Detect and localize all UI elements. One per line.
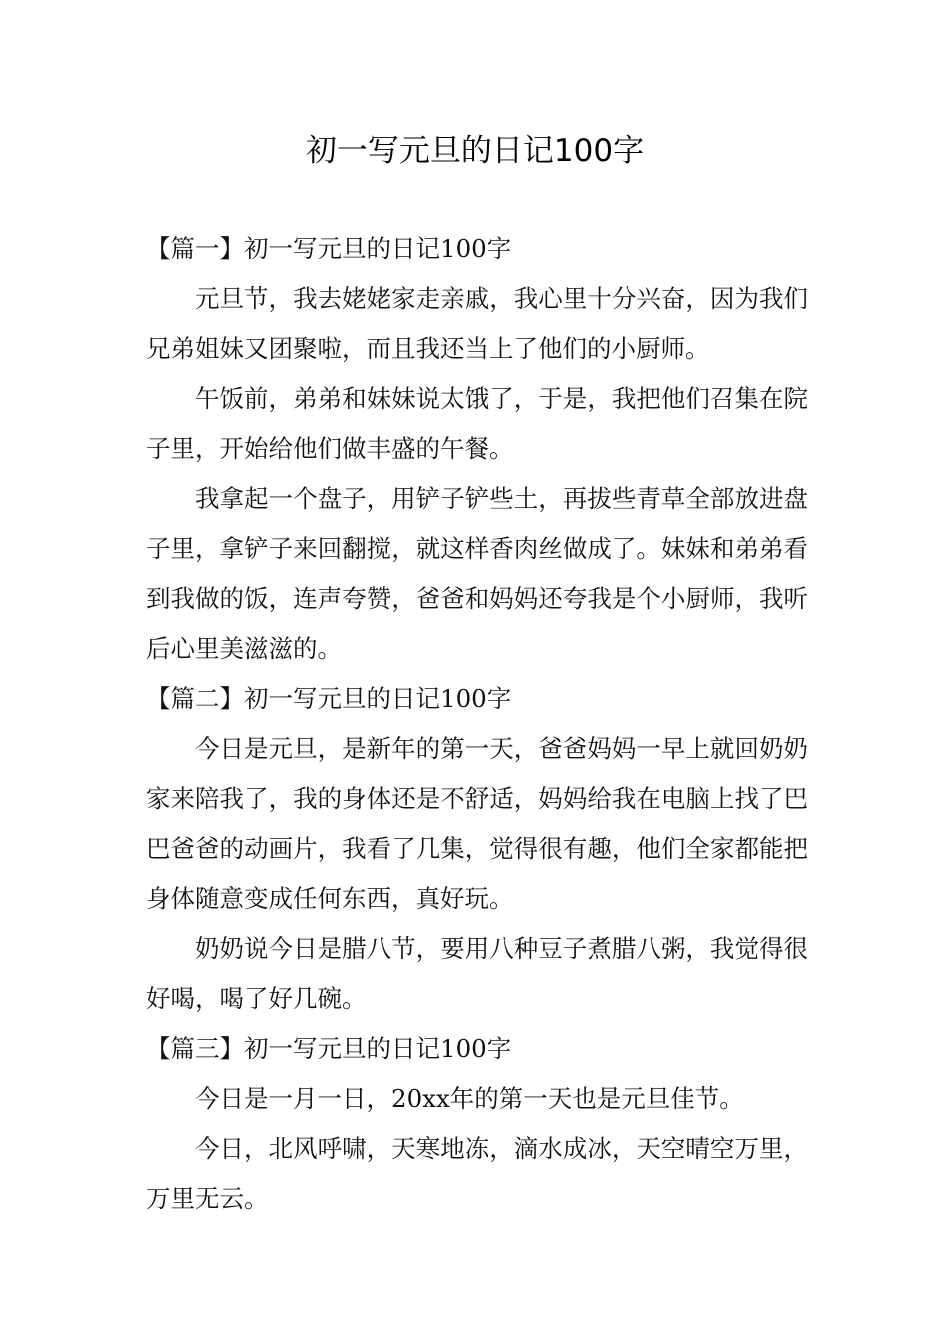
document-body: [146, 224, 808, 1224]
section-heading: 【篇一】初一写元旦的日记100字: [146, 234, 512, 263]
paragraph: 今日，北风呼啸，天寒地冻，滴水成冰，天空晴空万里，万里无云。: [146, 1134, 808, 1213]
paragraph: 今日是元旦，是新年的第一天，爸爸妈妈一早上就回奶奶家来陪我了，我的身体还是不舒适，妈妈给我在电脑上找了巴巴爸爸的动画片，我看了几集，觉得很有趣，他们全家都能把身体随意变成任何东西，真好玩。: [146, 734, 808, 913]
paragraph: 元旦节，我去姥姥家走亲戚，我心里十分兴奋，因为我们兄弟姐妹又团聚啦，而且我还当上了他们的小厨师。: [146, 284, 808, 363]
paragraph: 午饭前，弟弟和妹妹说太饿了，于是，我把他们召集在院子里，开始给他们做丰盛的午餐。: [146, 384, 808, 463]
paragraph: 今日是一月一日，20xx年的第一天也是元旦佳节。: [195, 1084, 744, 1113]
document-title: 初一写元旦的日记100字: [305, 133, 645, 169]
section-heading: 【篇二】初一写元旦的日记100字: [146, 684, 512, 713]
paragraph: 我拿起一个盘子，用铲子铲些土，再拔些青草全部放进盘子里，拿铲子来回翻搅，就这样香肉丝做成了。妹妹和弟弟看到我做的饭，连声夸赞，爸爸和妈妈还夸我是个小厨师，我听后心里美滋滋的。: [146, 484, 808, 663]
section-heading: 【篇三】初一写元旦的日记100字: [146, 1034, 512, 1063]
paragraph: 奶奶说今日是腊八节，要用八种豆子煮腊八粥，我觉得很好喝，喝了好几碗。: [146, 934, 808, 1013]
